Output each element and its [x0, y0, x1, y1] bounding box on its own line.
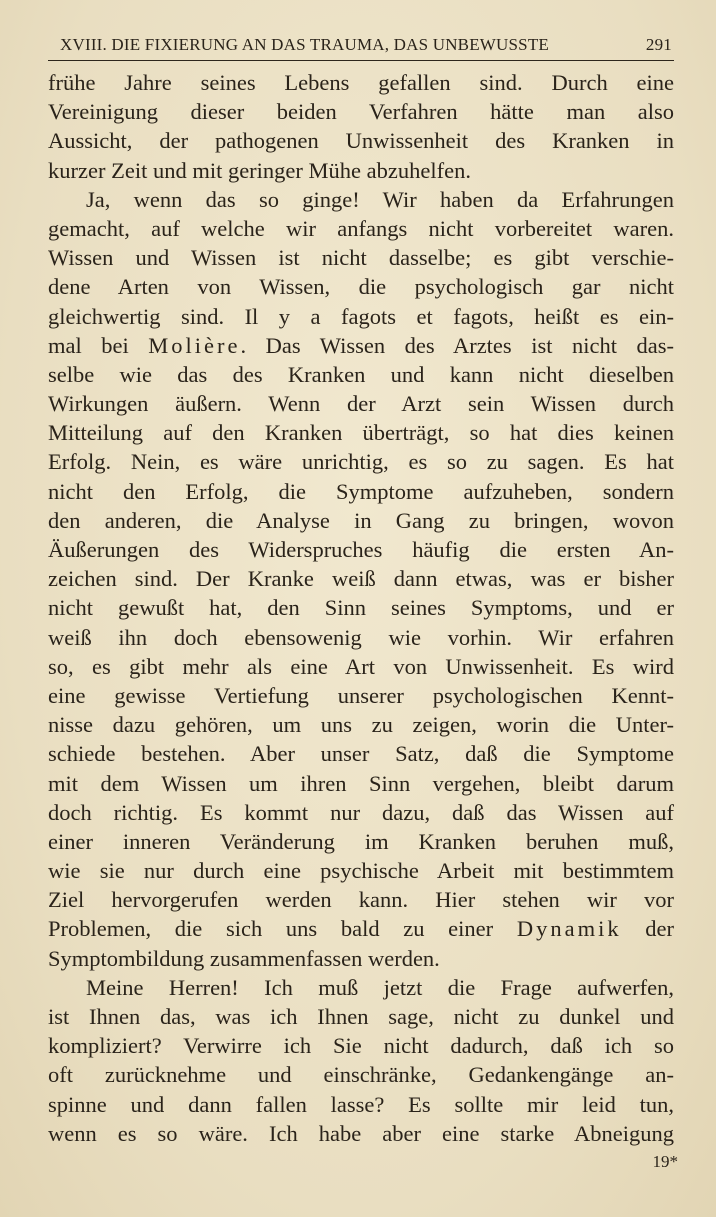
text-line: Wissen und Wissen ist nicht dasselbe; es gibt verschie-: [48, 245, 674, 271]
text-line: Wirkungen äußern. Wenn der Arzt sein Wissen durch: [48, 391, 674, 417]
header-rule: [48, 60, 674, 61]
text-line: oft zurücknehme und einschränke, Gedankengänge an-: [48, 1062, 674, 1088]
text-segment: der: [621, 916, 674, 942]
text-line: Ja, wenn das so ginge! Wir haben da Erfahrungen: [86, 186, 674, 212]
running-header: [48, 30, 674, 60]
emphasized-term: Dynamik: [516, 916, 622, 942]
text-line: ist Ihnen das, was ich Ihnen sage, nicht zu dunkel und: [48, 1004, 674, 1029]
signature-mark: 19*: [652, 1152, 678, 1171]
text-line: weiß ihn doch ebensowenig wie vorhin. Wir erfahren: [48, 624, 674, 650]
text-line: gleichwertig sind. Il y a fagots et fagots, heißt es ein-: [48, 303, 674, 329]
text-line: Vereinigung dieser beiden Verfahren hätte man also: [48, 99, 674, 125]
text-segment: Problemen, die sich uns bald zu einer: [48, 916, 517, 942]
text-line: Aussicht, der pathogenen Unwissenheit des Kranken in: [48, 128, 674, 154]
emphasized-name: Molière: [148, 332, 241, 358]
text-line: Symptombildung zusammenfassen werden.: [48, 945, 440, 971]
body-text: [48, 68, 674, 1148]
text-line: so, es gibt mehr als eine Art von Unwissenheit. Es wird: [48, 653, 674, 679]
text-line: doch richtig. Es kommt nur dazu, daß das Wissen auf: [48, 799, 674, 825]
text-line: den anderen, die Analyse in Gang zu bringen, wovon: [48, 507, 674, 533]
text-line: kompliziert? Verwirre ich Sie nicht dadurch, daß ich so: [48, 1033, 674, 1059]
text-line: wie sie nur durch eine psychische Arbeit mit bestimmtem: [48, 858, 674, 884]
text-line: nicht den Erfolg, die Symptome aufzuheben, sondern: [48, 478, 674, 504]
text-line: nicht gewußt hat, den Sinn seines Symptoms, und er: [48, 595, 674, 621]
text-line: dene Arten von Wissen, die psychologisch gar nicht: [48, 274, 674, 300]
text-line: zeichen sind. Der Kranke weiß dann etwas, was er bisher: [48, 566, 674, 592]
text-line: Ziel hervorgerufen werden kann. Hier stehen wir vor: [48, 887, 674, 913]
text-line: mit dem Wissen um ihren Sinn vergehen, bleibt darum: [48, 770, 674, 796]
text-line: kurzer Zeit und mit geringer Mühe abzuhelfen.: [48, 157, 471, 183]
text-segment: . Das Wissen des Arztes ist nicht das-: [240, 332, 674, 358]
chapter-title: XVIII. DIE FIXIERUNG AN DAS TRAUMA, DAS UNBEWUSSTE: [60, 35, 549, 54]
text-line: Mitteilung auf den Kranken überträgt, so hat dies keinen: [48, 420, 674, 446]
text-line: spinne und dann fallen lasse? Es sollte mir leid tun,: [48, 1091, 674, 1117]
page-number: 291: [645, 35, 672, 54]
text-line: selbe wie das des Kranken und kann nicht dieselben: [48, 361, 674, 387]
text-segment: mal bei: [48, 332, 149, 358]
text-line: Äußerungen des Widerspruches häufig die ersten An-: [48, 537, 674, 562]
text-line: frühe Jahre seines Lebens gefallen sind. Durch eine: [48, 70, 674, 95]
text-line: einer inneren Veränderung im Kranken beruhen muß,: [48, 828, 674, 854]
text-line: [48, 914, 674, 943]
text-line: wenn es so wäre. Ich habe aber eine starke Abneigung: [48, 1120, 674, 1146]
text-line: [48, 331, 674, 360]
text-line: eine gewisse Vertiefung unserer psychologischen Kennt-: [48, 682, 674, 708]
text-line: schiede bestehen. Aber unser Satz, daß die Symptome: [48, 741, 674, 767]
text-line: Erfolg. Nein, es wäre unrichtig, es so zu sagen. Es hat: [48, 449, 674, 475]
text-line: nisse dazu gehören, um uns zu zeigen, worin die Unter-: [48, 712, 674, 738]
text-line: Meine Herren! Ich muß jetzt die Frage aufwerfen,: [86, 974, 674, 1000]
text-line: gemacht, auf welche wir anfangs nicht vorbereitet waren.: [48, 215, 674, 241]
